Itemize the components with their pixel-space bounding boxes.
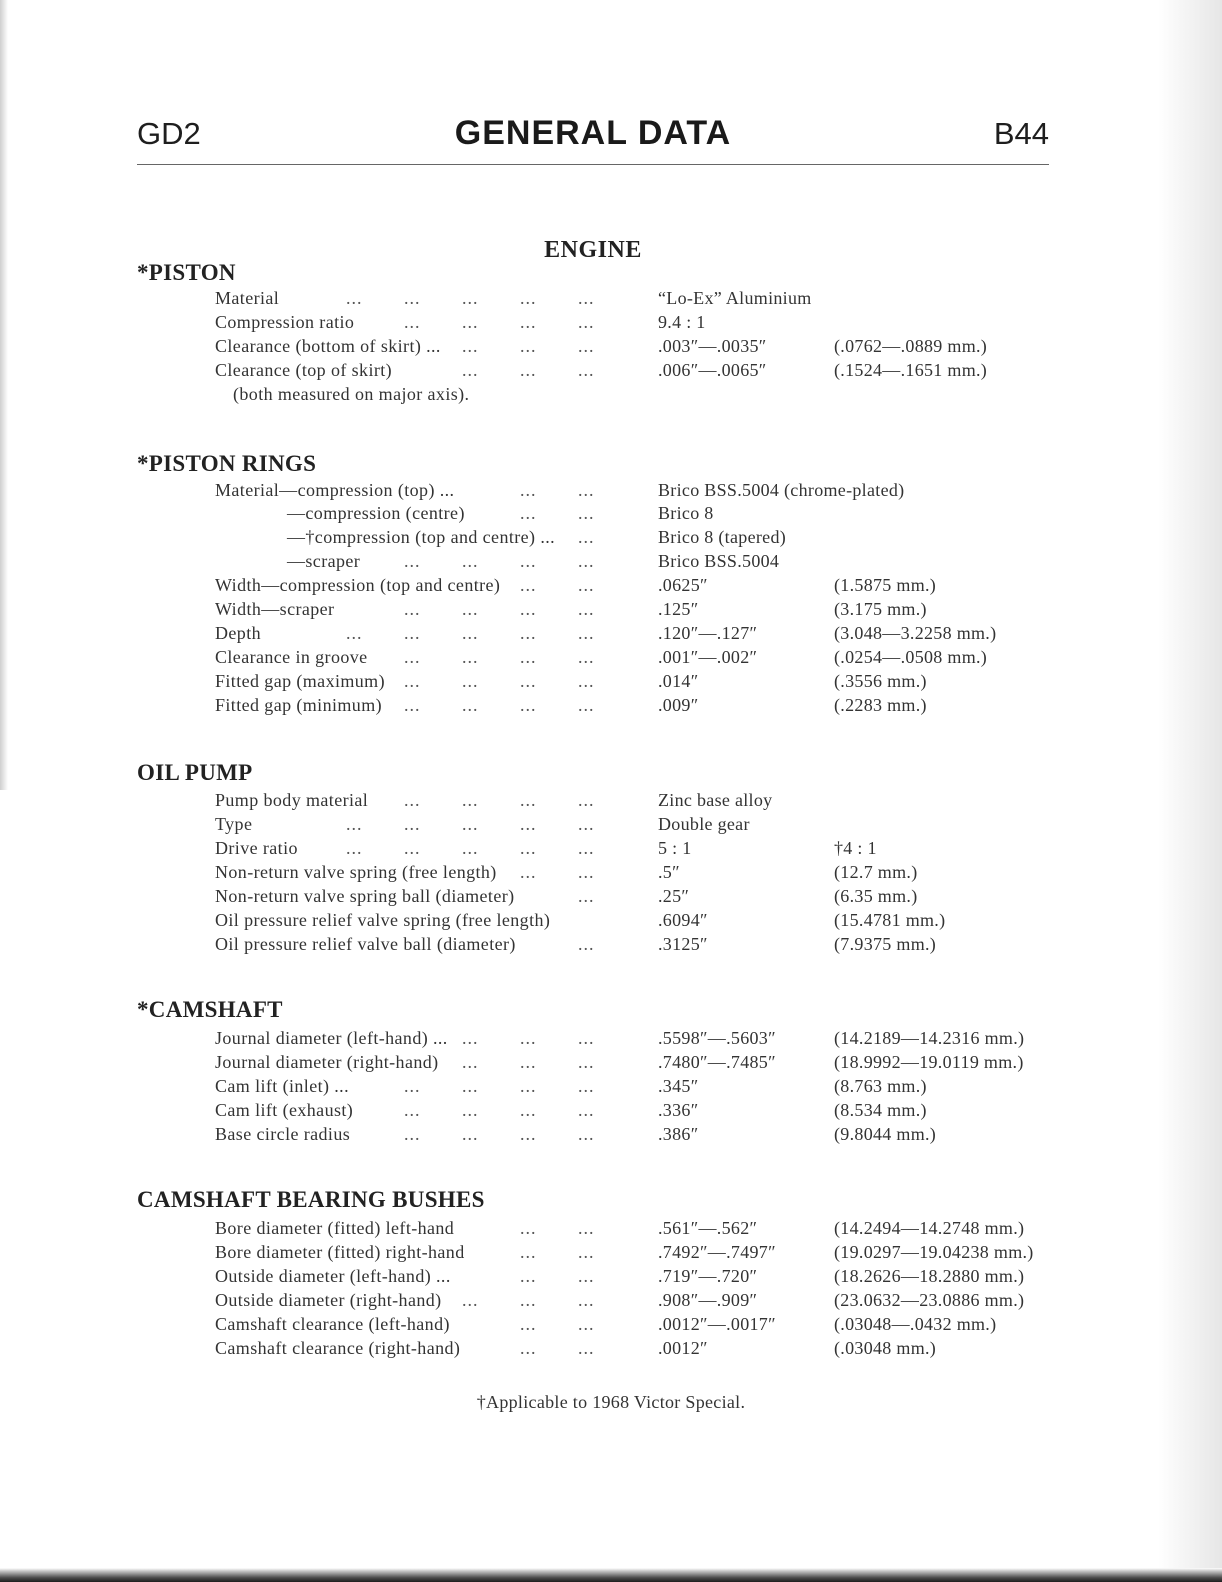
leader-dot-group: ... bbox=[578, 1218, 595, 1238]
leader-dot-group: ... bbox=[462, 623, 479, 643]
spec-value-imperial: .345″ bbox=[658, 1076, 699, 1096]
leader-dot-group: ... bbox=[404, 1076, 421, 1096]
spec-value-imperial: .003″—.0035″ bbox=[658, 336, 767, 356]
spec-value-metric: (.3556 mm.) bbox=[834, 671, 927, 691]
leader-dot-group: ... bbox=[462, 647, 479, 667]
leader-dots bbox=[346, 671, 604, 695]
spec-value-metric: (.1524—.1651 mm.) bbox=[834, 360, 988, 380]
leader-dots bbox=[346, 790, 604, 814]
spec-row bbox=[0, 1242, 1222, 1266]
spec-value-imperial: Brico 8 bbox=[658, 503, 714, 523]
leader-dot-group: ... bbox=[462, 1124, 479, 1144]
leader-dot-group: ... bbox=[520, 503, 537, 523]
spec-row bbox=[0, 503, 1222, 527]
spec-value-metric: (18.2626—18.2880 mm.) bbox=[834, 1266, 1025, 1286]
leader-dot-group: ... bbox=[404, 647, 421, 667]
leader-dot-group: ... bbox=[462, 1290, 479, 1310]
leader-dot-group: ... bbox=[578, 695, 595, 715]
leader-dot-group: ... bbox=[578, 336, 595, 356]
spec-label: Material—compression (top) ... bbox=[215, 480, 455, 500]
leader-dots bbox=[346, 1266, 604, 1290]
spec-value-metric: (19.0297—19.04238 mm.) bbox=[834, 1242, 1034, 1262]
spec-label: Drive ratio bbox=[215, 838, 298, 858]
leader-dot-group: ... bbox=[520, 1124, 537, 1144]
spec-row bbox=[0, 1100, 1222, 1124]
spec-row bbox=[0, 1124, 1222, 1148]
leader-dot-group: ... bbox=[404, 695, 421, 715]
section-title: *PISTON bbox=[137, 260, 236, 285]
leader-dot-group: ... bbox=[578, 862, 595, 882]
spec-row bbox=[0, 934, 1222, 958]
spec-value-metric: (12.7 mm.) bbox=[834, 862, 918, 882]
spec-value-imperial: .006″—.0065″ bbox=[658, 360, 767, 380]
leader-dot-group: ... bbox=[462, 1100, 479, 1120]
spec-value-metric: (1.5875 mm.) bbox=[834, 575, 937, 595]
leader-dot-group: ... bbox=[404, 1124, 421, 1144]
spec-label: Clearance in groove bbox=[215, 647, 368, 667]
leader-dot-group: ... bbox=[578, 288, 595, 308]
footnote: †Applicable to 1968 Victor Special. bbox=[476, 1392, 746, 1412]
spec-value-imperial: 9.4 : 1 bbox=[658, 312, 706, 332]
leader-dot-group: ... bbox=[404, 551, 421, 571]
leader-dot-group: ... bbox=[462, 1028, 479, 1048]
leader-dot-group: ... bbox=[578, 480, 595, 500]
leader-dots bbox=[346, 551, 604, 575]
spec-value-metric: (6.35 mm.) bbox=[834, 886, 918, 906]
section-title: OIL PUMP bbox=[137, 760, 253, 785]
leader-dot-group: ... bbox=[520, 1242, 537, 1262]
leader-dot-group: ... bbox=[578, 551, 595, 571]
leader-dots bbox=[346, 1052, 604, 1076]
leader-dot-group: ... bbox=[346, 814, 363, 834]
leader-dot-group: ... bbox=[520, 790, 537, 810]
leader-dot-group: ... bbox=[462, 790, 479, 810]
leader-dot-group: ... bbox=[404, 671, 421, 691]
leader-dot-group: ... bbox=[520, 288, 537, 308]
spec-row bbox=[0, 1314, 1222, 1338]
spec-value-metric: (18.9992—19.0119 mm.) bbox=[834, 1052, 1024, 1072]
leader-dot-group: ... bbox=[404, 623, 421, 643]
section-title: *PISTON RINGS bbox=[137, 451, 317, 476]
leader-dots bbox=[346, 886, 604, 910]
spec-value-imperial: .336″ bbox=[658, 1100, 699, 1120]
leader-dots bbox=[346, 288, 604, 312]
section-code: GD2 bbox=[137, 116, 201, 151]
spec-row bbox=[0, 814, 1222, 838]
spec-label: Base circle radius bbox=[215, 1124, 351, 1144]
spec-label: Camshaft clearance (right-hand) bbox=[215, 1338, 461, 1358]
spec-value-metric: (.2283 mm.) bbox=[834, 695, 927, 715]
leader-dots bbox=[346, 575, 604, 599]
spec-row bbox=[0, 862, 1222, 886]
spec-label: Cam lift (inlet) ... bbox=[215, 1076, 349, 1096]
spec-row bbox=[0, 599, 1222, 623]
leader-dot-group: ... bbox=[462, 360, 479, 380]
section-title: *CAMSHAFT bbox=[137, 997, 283, 1022]
leader-dot-group: ... bbox=[520, 480, 537, 500]
leader-dot-group: ... bbox=[346, 838, 363, 858]
leader-dot-group: ... bbox=[578, 1314, 595, 1334]
leader-dot-group: ... bbox=[462, 336, 479, 356]
leader-dot-group: ... bbox=[520, 1028, 537, 1048]
spec-row bbox=[0, 312, 1222, 336]
spec-row bbox=[0, 1076, 1222, 1100]
leader-dots bbox=[346, 1076, 604, 1100]
spec-value-metric: (14.2494—14.2748 mm.) bbox=[834, 1218, 1025, 1238]
leader-dots bbox=[346, 623, 604, 647]
leader-dots bbox=[346, 838, 604, 862]
spec-value-imperial: .561″—.562″ bbox=[658, 1218, 758, 1238]
spec-value-imperial: .7480″—.7485″ bbox=[658, 1052, 776, 1072]
spec-value-imperial: .7492″—.7497″ bbox=[658, 1242, 776, 1262]
leader-dot-group: ... bbox=[520, 814, 537, 834]
leader-dot-group: ... bbox=[462, 551, 479, 571]
spec-row bbox=[0, 886, 1222, 910]
leader-dot-group: ... bbox=[578, 838, 595, 858]
spec-label: Cam lift (exhaust) bbox=[215, 1100, 354, 1120]
spec-value-imperial: Zinc base alloy bbox=[658, 790, 773, 810]
leader-dot-group: ... bbox=[578, 1124, 595, 1144]
spec-value-imperial: Brico 8 (tapered) bbox=[658, 527, 787, 547]
leader-dot-group: ... bbox=[578, 1052, 595, 1072]
spec-row bbox=[0, 1052, 1222, 1076]
leader-dot-group: ... bbox=[462, 1052, 479, 1072]
spec-label: Bore diameter (fitted) left-hand bbox=[215, 1218, 455, 1238]
leader-dot-group: ... bbox=[462, 312, 479, 332]
spec-value-metric: (9.8044 mm.) bbox=[834, 1124, 937, 1144]
spec-value-metric: (.03048 mm.) bbox=[834, 1338, 937, 1358]
spec-value-imperial: .719″—.720″ bbox=[658, 1266, 758, 1286]
spec-value-imperial: .009″ bbox=[658, 695, 699, 715]
leader-dot-group: ... bbox=[578, 814, 595, 834]
leader-dot-group: ... bbox=[462, 1076, 479, 1096]
spec-label: Outside diameter (left-hand) ... bbox=[215, 1266, 451, 1286]
leader-dot-group: ... bbox=[520, 695, 537, 715]
leader-dot-group: ... bbox=[578, 503, 595, 523]
spec-row bbox=[0, 1028, 1222, 1052]
spec-row bbox=[0, 1338, 1222, 1362]
leader-dot-group: ... bbox=[462, 671, 479, 691]
leader-dots bbox=[346, 814, 604, 838]
spec-value-imperial: .001″—.002″ bbox=[658, 647, 758, 667]
leader-dot-group: ... bbox=[346, 623, 363, 643]
spec-row bbox=[0, 671, 1222, 695]
leader-dots bbox=[346, 480, 604, 504]
spec-value-metric: (8.534 mm.) bbox=[834, 1100, 927, 1120]
leader-dot-group: ... bbox=[578, 527, 595, 547]
leader-dot-group: ... bbox=[520, 360, 537, 380]
spec-value-imperial: .25″ bbox=[658, 886, 690, 906]
leader-dot-group: ... bbox=[520, 862, 537, 882]
spec-row bbox=[0, 838, 1222, 862]
leader-dots bbox=[346, 503, 604, 527]
spec-label: Bore diameter (fitted) right-hand bbox=[215, 1242, 465, 1262]
spec-value-metric: (3.048—3.2258 mm.) bbox=[834, 623, 997, 643]
spec-value-imperial: Double gear bbox=[658, 814, 750, 834]
spec-label: Non-return valve spring ball (diameter) bbox=[215, 886, 515, 906]
engine-heading: ENGINE bbox=[544, 237, 642, 263]
page-header bbox=[137, 112, 1049, 160]
leader-dot-group: ... bbox=[578, 1266, 595, 1286]
spec-value-metric: (15.4781 mm.) bbox=[834, 910, 946, 930]
spec-label: Journal diameter (left-hand) ... bbox=[215, 1028, 448, 1048]
spec-label: Material bbox=[215, 288, 280, 308]
leader-dot-group: ... bbox=[578, 312, 595, 332]
leader-dot-group: ... bbox=[520, 599, 537, 619]
leader-dot-group: ... bbox=[578, 1100, 595, 1120]
spec-label: Oil pressure relief valve spring (free length) bbox=[215, 910, 551, 930]
leader-dot-group: ... bbox=[520, 336, 537, 356]
page-title: GENERAL DATA bbox=[454, 114, 732, 152]
leader-dots bbox=[346, 1028, 604, 1052]
leader-dots bbox=[346, 647, 604, 671]
leader-dot-group: ... bbox=[404, 1100, 421, 1120]
leader-dot-group: ... bbox=[520, 647, 537, 667]
spec-row bbox=[0, 575, 1222, 599]
leader-dot-group: ... bbox=[578, 1028, 595, 1048]
spec-label: Width—compression (top and centre) bbox=[215, 575, 501, 595]
spec-label: Camshaft clearance (left-hand) bbox=[215, 1314, 450, 1334]
leader-dots bbox=[346, 312, 604, 336]
spec-value-imperial: .5598″—.5603″ bbox=[658, 1028, 776, 1048]
leader-dot-group: ... bbox=[578, 886, 595, 906]
leader-dot-group: ... bbox=[520, 671, 537, 691]
spec-value-imperial: .0625″ bbox=[658, 575, 708, 595]
leader-dot-group: ... bbox=[578, 360, 595, 380]
leader-dot-group: ... bbox=[346, 288, 363, 308]
spec-value-metric: (.0762—.0889 mm.) bbox=[834, 336, 988, 356]
spec-value-imperial: 5 : 1 bbox=[658, 838, 692, 858]
spec-label: Width—scraper bbox=[215, 599, 335, 619]
leader-dots bbox=[346, 1338, 604, 1362]
leader-dot-group: ... bbox=[578, 1242, 595, 1262]
spec-row bbox=[0, 288, 1222, 312]
spec-value-imperial: Brico BSS.5004 bbox=[658, 551, 780, 571]
spec-label: Fitted gap (minimum) bbox=[215, 695, 382, 715]
spec-row bbox=[0, 790, 1222, 814]
spec-row bbox=[0, 910, 1222, 934]
leader-dot-group: ... bbox=[578, 575, 595, 595]
spec-value-imperial: .120″—.127″ bbox=[658, 623, 758, 643]
spec-value-metric: (14.2189—14.2316 mm.) bbox=[834, 1028, 1025, 1048]
section-title: CAMSHAFT BEARING BUSHES bbox=[137, 1187, 485, 1212]
leader-dots bbox=[346, 527, 604, 551]
spec-row bbox=[0, 1218, 1222, 1242]
leader-dots bbox=[346, 1218, 604, 1242]
leader-dot-group: ... bbox=[520, 1076, 537, 1096]
spec-value-imperial: .6094″ bbox=[658, 910, 708, 930]
spec-value-metric: (3.175 mm.) bbox=[834, 599, 927, 619]
leader-dot-group: ... bbox=[404, 599, 421, 619]
spec-label: —compression (centre) bbox=[287, 503, 465, 523]
leader-dot-group: ... bbox=[462, 695, 479, 715]
leader-dot-group: ... bbox=[578, 671, 595, 691]
spec-value-imperial: .0012″—.0017″ bbox=[658, 1314, 776, 1334]
spec-label: Depth bbox=[215, 623, 261, 643]
header-rule bbox=[137, 164, 1049, 165]
leader-dot-group: ... bbox=[404, 814, 421, 834]
spec-value-imperial: .014″ bbox=[658, 671, 699, 691]
leader-dots bbox=[346, 1124, 604, 1148]
leader-dots bbox=[346, 695, 604, 719]
spec-value-imperial: .0012″ bbox=[658, 1338, 708, 1358]
spec-label: Clearance (bottom of skirt) ... bbox=[215, 336, 441, 356]
spec-row bbox=[0, 336, 1222, 360]
spec-row bbox=[0, 480, 1222, 504]
spec-row bbox=[0, 527, 1222, 551]
leader-dots bbox=[346, 599, 604, 623]
spec-label: Non-return valve spring (free length) bbox=[215, 862, 497, 882]
spec-label: Clearance (top of skirt) bbox=[215, 360, 393, 380]
leader-dot-group: ... bbox=[462, 814, 479, 834]
spec-row bbox=[0, 647, 1222, 671]
spec-label: —†compression (top and centre) ... bbox=[287, 527, 556, 547]
spec-value-imperial: .125″ bbox=[658, 599, 699, 619]
leader-dot-group: ... bbox=[578, 647, 595, 667]
spec-row bbox=[0, 384, 1222, 408]
spec-value-imperial: .386″ bbox=[658, 1124, 699, 1144]
leader-dot-group: ... bbox=[520, 1266, 537, 1286]
leader-dot-group: ... bbox=[578, 1076, 595, 1096]
leader-dot-group: ... bbox=[520, 623, 537, 643]
leader-dot-group: ... bbox=[404, 790, 421, 810]
spec-value-metric: (7.9375 mm.) bbox=[834, 934, 937, 954]
spec-label: Journal diameter (right-hand) bbox=[215, 1052, 439, 1072]
leader-dot-group: ... bbox=[462, 599, 479, 619]
leader-dot-group: ... bbox=[520, 838, 537, 858]
spec-value-metric: (23.0632—23.0886 mm.) bbox=[834, 1290, 1025, 1310]
leader-dots bbox=[346, 1314, 604, 1338]
spec-row bbox=[0, 1290, 1222, 1314]
leader-dot-group: ... bbox=[462, 838, 479, 858]
spec-row bbox=[0, 695, 1222, 719]
spec-value-imperial: .5″ bbox=[658, 862, 680, 882]
leader-dot-group: ... bbox=[578, 1290, 595, 1310]
leader-dots bbox=[346, 1100, 604, 1124]
spec-value-metric: (.03048—.0432 mm.) bbox=[834, 1314, 997, 1334]
leader-dots bbox=[346, 862, 604, 886]
leader-dots bbox=[346, 360, 604, 384]
spec-label: (both measured on major axis). bbox=[233, 384, 470, 404]
spec-label: —scraper bbox=[287, 551, 361, 571]
leader-dots bbox=[346, 336, 604, 360]
leader-dots bbox=[346, 934, 604, 958]
spec-value-metric: (8.763 mm.) bbox=[834, 1076, 927, 1096]
leader-dot-group: ... bbox=[578, 623, 595, 643]
leader-dot-group: ... bbox=[520, 312, 537, 332]
spec-label: Outside diameter (right-hand) bbox=[215, 1290, 442, 1310]
leader-dot-group: ... bbox=[462, 288, 479, 308]
spec-row bbox=[0, 1266, 1222, 1290]
leader-dot-group: ... bbox=[520, 1100, 537, 1120]
leader-dot-group: ... bbox=[404, 288, 421, 308]
leader-dot-group: ... bbox=[404, 312, 421, 332]
spec-value-imperial: “Lo-Ex” Aluminium bbox=[658, 288, 812, 308]
spec-label: Pump body material bbox=[215, 790, 369, 810]
spec-value-imperial: .3125″ bbox=[658, 934, 708, 954]
page-number: B44 bbox=[993, 116, 1049, 151]
spec-label: Compression ratio bbox=[215, 312, 355, 332]
leader-dot-group: ... bbox=[578, 599, 595, 619]
leader-dot-group: ... bbox=[520, 1052, 537, 1072]
leader-dots bbox=[346, 1242, 604, 1266]
spec-value-imperial: Brico BSS.5004 (chrome-plated) bbox=[658, 480, 905, 500]
spec-value-metric: (.0254—.0508 mm.) bbox=[834, 647, 988, 667]
spec-label: Type bbox=[215, 814, 253, 834]
leader-dot-group: ... bbox=[578, 1338, 595, 1358]
leader-dot-group: ... bbox=[578, 790, 595, 810]
spec-value-imperial: .908″—.909″ bbox=[658, 1290, 758, 1310]
leader-dot-group: ... bbox=[520, 1218, 537, 1238]
spec-label: Oil pressure relief valve ball (diameter) bbox=[215, 934, 516, 954]
leader-dot-group: ... bbox=[578, 934, 595, 954]
leader-dot-group: ... bbox=[520, 1290, 537, 1310]
leader-dot-group: ... bbox=[404, 838, 421, 858]
spec-label: Fitted gap (maximum) bbox=[215, 671, 385, 691]
leader-dot-group: ... bbox=[520, 1314, 537, 1334]
spec-row bbox=[0, 623, 1222, 647]
spec-value-metric: †4 : 1 bbox=[834, 838, 877, 858]
spec-row bbox=[0, 360, 1222, 384]
page-edge-bottom bbox=[0, 1568, 1222, 1582]
leader-dot-group: ... bbox=[520, 575, 537, 595]
spec-row bbox=[0, 551, 1222, 575]
leader-dot-group: ... bbox=[520, 551, 537, 571]
leader-dot-group: ... bbox=[520, 1338, 537, 1358]
leader-dots bbox=[346, 1290, 604, 1314]
